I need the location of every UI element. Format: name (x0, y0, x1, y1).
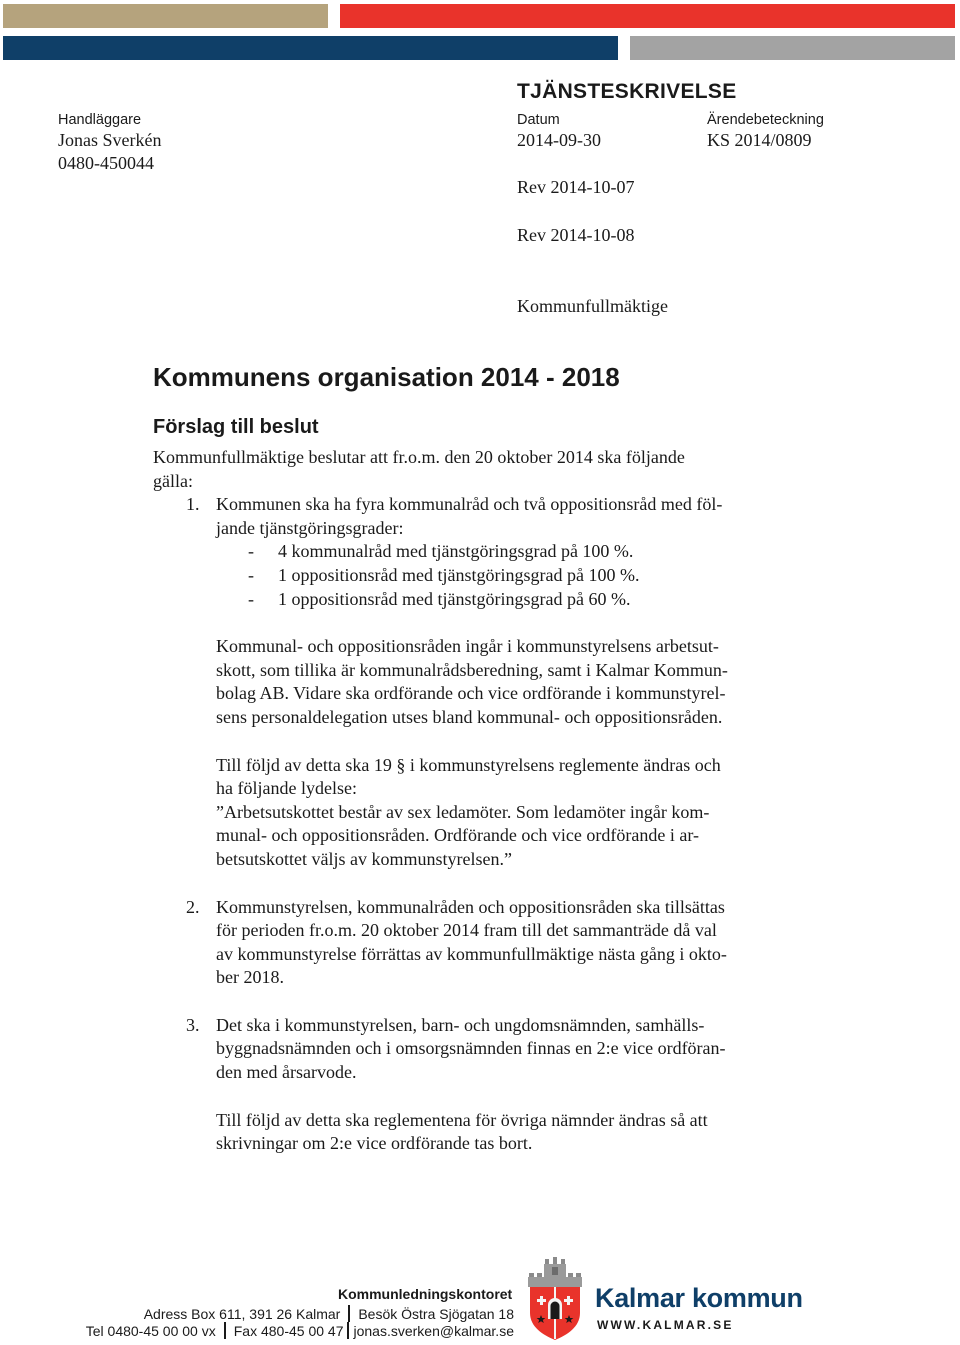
item-text: Kommunstyrelsen, kommunalråden och oppositionsråden ska tillsättas (216, 896, 725, 917)
footer-email: jonas.sverken@kalmar.se (353, 1323, 514, 1339)
paragraph-line: skott, som tillika är kommunalrådsberedning, samt i Kalmar Kommun- (216, 659, 728, 680)
case-number: KS 2014/0809 (707, 130, 812, 150)
header-bar-navy (3, 36, 618, 60)
case-label: Ärendebeteckning (707, 112, 824, 128)
brand-name: Kalmar kommun (595, 1283, 803, 1313)
item-text: jande tjänstgöringsgrader: (216, 517, 404, 538)
item-text: av kommunstyrelse förrättas av kommunfullmäktige nästa gång i okto- (216, 943, 727, 964)
footer-address-line (144, 1305, 514, 1322)
bullet-item (153, 540, 803, 564)
item-text: för perioden fr.o.m. 20 oktober 2014 fram till det sammanträde då val (216, 920, 717, 941)
footer-separator (224, 1322, 226, 1339)
dash-marker: - (248, 564, 254, 585)
paragraph-line: Kommunal- och oppositionsråden ingår i kommunstyrelsens arbetsut- (216, 636, 719, 657)
item-text: ber 2018. (216, 967, 284, 988)
brand-url: WWW.KALMAR.SE (597, 1318, 734, 1332)
page-title: Kommunens organisation 2014 - 2018 (153, 362, 620, 392)
section-heading: Förslag till beslut (153, 416, 319, 438)
bullet-text: 1 oppositionsråd med tjänstgöringsgrad på 60 %. (278, 588, 631, 609)
paragraph-line: ha följande lydelse: (216, 778, 357, 799)
handler-name: Jonas Sverkén (58, 130, 162, 150)
quote-line: munal- och oppositionsråden. Ordförande och vice ordförande i ar- (216, 825, 699, 846)
header-bar-red (340, 4, 955, 28)
item-text: den med årsarvode. (216, 1062, 357, 1083)
footer-visit: Besök Östra Sjögatan 18 (358, 1306, 514, 1322)
footer-contact-line (86, 1322, 514, 1339)
paragraph-line: Till följd av detta ska reglementena för övriga nämnder ändras så att (216, 1109, 708, 1130)
item-number: 2. (186, 896, 200, 917)
revision-2: Rev 2014-10-08 (517, 225, 635, 245)
list-item (153, 896, 803, 920)
footer-separator (348, 1305, 350, 1322)
kalmar-crest-icon (527, 1257, 583, 1341)
dash-marker: - (248, 541, 254, 562)
bullet-text: 4 kommunalråd med tjänstgöringsgrad på 100 %. (278, 541, 634, 562)
item-number: 3. (186, 1014, 200, 1035)
footer-fax: Fax 480-45 00 47 (233, 1323, 344, 1339)
paragraph-line: Till följd av detta ska 19 § i kommunstyrelsens reglemente ändras och (216, 754, 721, 775)
bullet-item (153, 564, 803, 588)
bullet-item (153, 588, 803, 612)
footer-office: Kommunledningskontoret (338, 1286, 513, 1302)
item-text: Kommunen ska ha fyra kommunalråd och två oppositionsråd med föl- (216, 494, 723, 515)
handler-phone: 0480-450044 (58, 153, 154, 173)
header-bar-grey (630, 36, 955, 60)
item-text: byggnadsnämnden och i omsorgsnämnden finnas en 2:e vice ordföran- (216, 1038, 726, 1059)
document-type: TJÄNSTESKRIVELSE (517, 80, 737, 103)
dash-marker: - (248, 588, 254, 609)
list-item (153, 1014, 803, 1038)
date-label: Datum (517, 112, 560, 128)
date-value: 2014-09-30 (517, 130, 601, 150)
footer-address: Adress Box 611, 391 26 Kalmar (143, 1306, 341, 1322)
recipient: Kommunfullmäktige (517, 296, 668, 316)
paragraph-line: bolag AB. Vidare ska ordförande och vice ordförande i kommunstyrel- (216, 683, 726, 704)
footer-separator (347, 1322, 349, 1339)
footer-phone: Tel 0480-45 00 00 vx (85, 1323, 216, 1339)
document-body (153, 446, 803, 1156)
handler-label: Handläggare (58, 112, 142, 128)
header-bar-tan (3, 4, 328, 28)
item-text: Det ska i kommunstyrelsen, barn- och ungdomsnämnden, samhälls- (216, 1014, 705, 1035)
quote-line: betsutskottet väljs av kommunstyrelsen.” (216, 848, 512, 869)
intro-line: gälla: (153, 470, 193, 491)
bullet-text: 1 oppositionsråd med tjänstgöringsgrad på 100 %. (278, 564, 640, 585)
list-item (153, 493, 803, 517)
quote-line: ”Arbetsutskottet består av sex ledamöter. Som ledamöter ingår kom- (216, 801, 710, 822)
revision-1: Rev 2014-10-07 (517, 177, 635, 197)
paragraph-line: skrivningar om 2:e vice ordförande tas bort. (216, 1133, 533, 1154)
paragraph-line: sens personaldelegation utses bland kommunal- och oppositionsråden. (216, 706, 723, 727)
intro-line: Kommunfullmäktige beslutar att fr.o.m. den 20 oktober 2014 ska följande (153, 447, 685, 467)
item-number: 1. (186, 494, 200, 515)
